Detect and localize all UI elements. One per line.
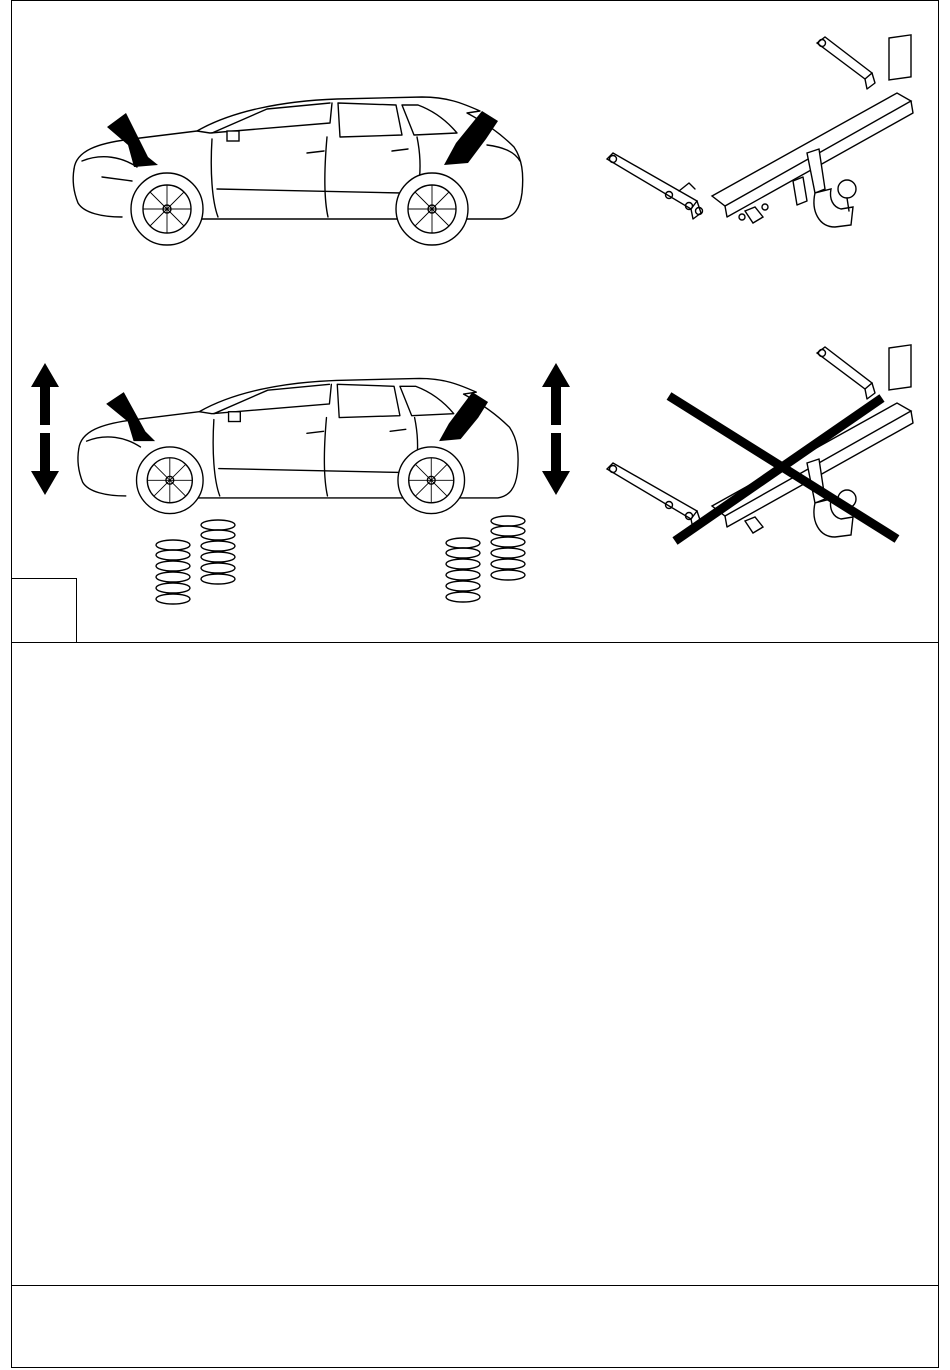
rear-arrow-icon [444,111,498,165]
towbar-frame [607,35,913,219]
socket-bracket [739,204,768,223]
instruction-text-panel [12,643,938,1286]
car-side-view-icon [62,81,542,251]
coil-spring-icon-front-right [197,519,239,587]
coil-spring-icon-rear-right [487,515,529,583]
front-wheel-lowered [137,447,204,514]
coil-spring-icon-front-left [152,539,194,607]
cross-out-icon [669,396,897,541]
manual-page [11,0,939,1368]
front-arrow-icon [106,392,155,441]
front-wheel [131,173,203,245]
front-arrow-icon [107,113,158,167]
figure-panel [12,1,938,643]
raise-lower-arrows-icon-left [30,363,60,495]
car-side-view-with-springs-icon [67,361,537,531]
towbar-crossed-out-icon [597,341,927,551]
raise-lower-arrows-icon-right [541,363,571,495]
footer-panel [12,1286,938,1367]
towbar-frame [607,345,913,537]
towbar-icon [597,31,927,241]
coil-spring-icon-rear-left [442,537,484,605]
rear-wheel [396,173,468,245]
rear-wheel-lowered [398,447,465,514]
rear-arrow-icon [439,392,488,441]
step-number-box [12,578,77,643]
